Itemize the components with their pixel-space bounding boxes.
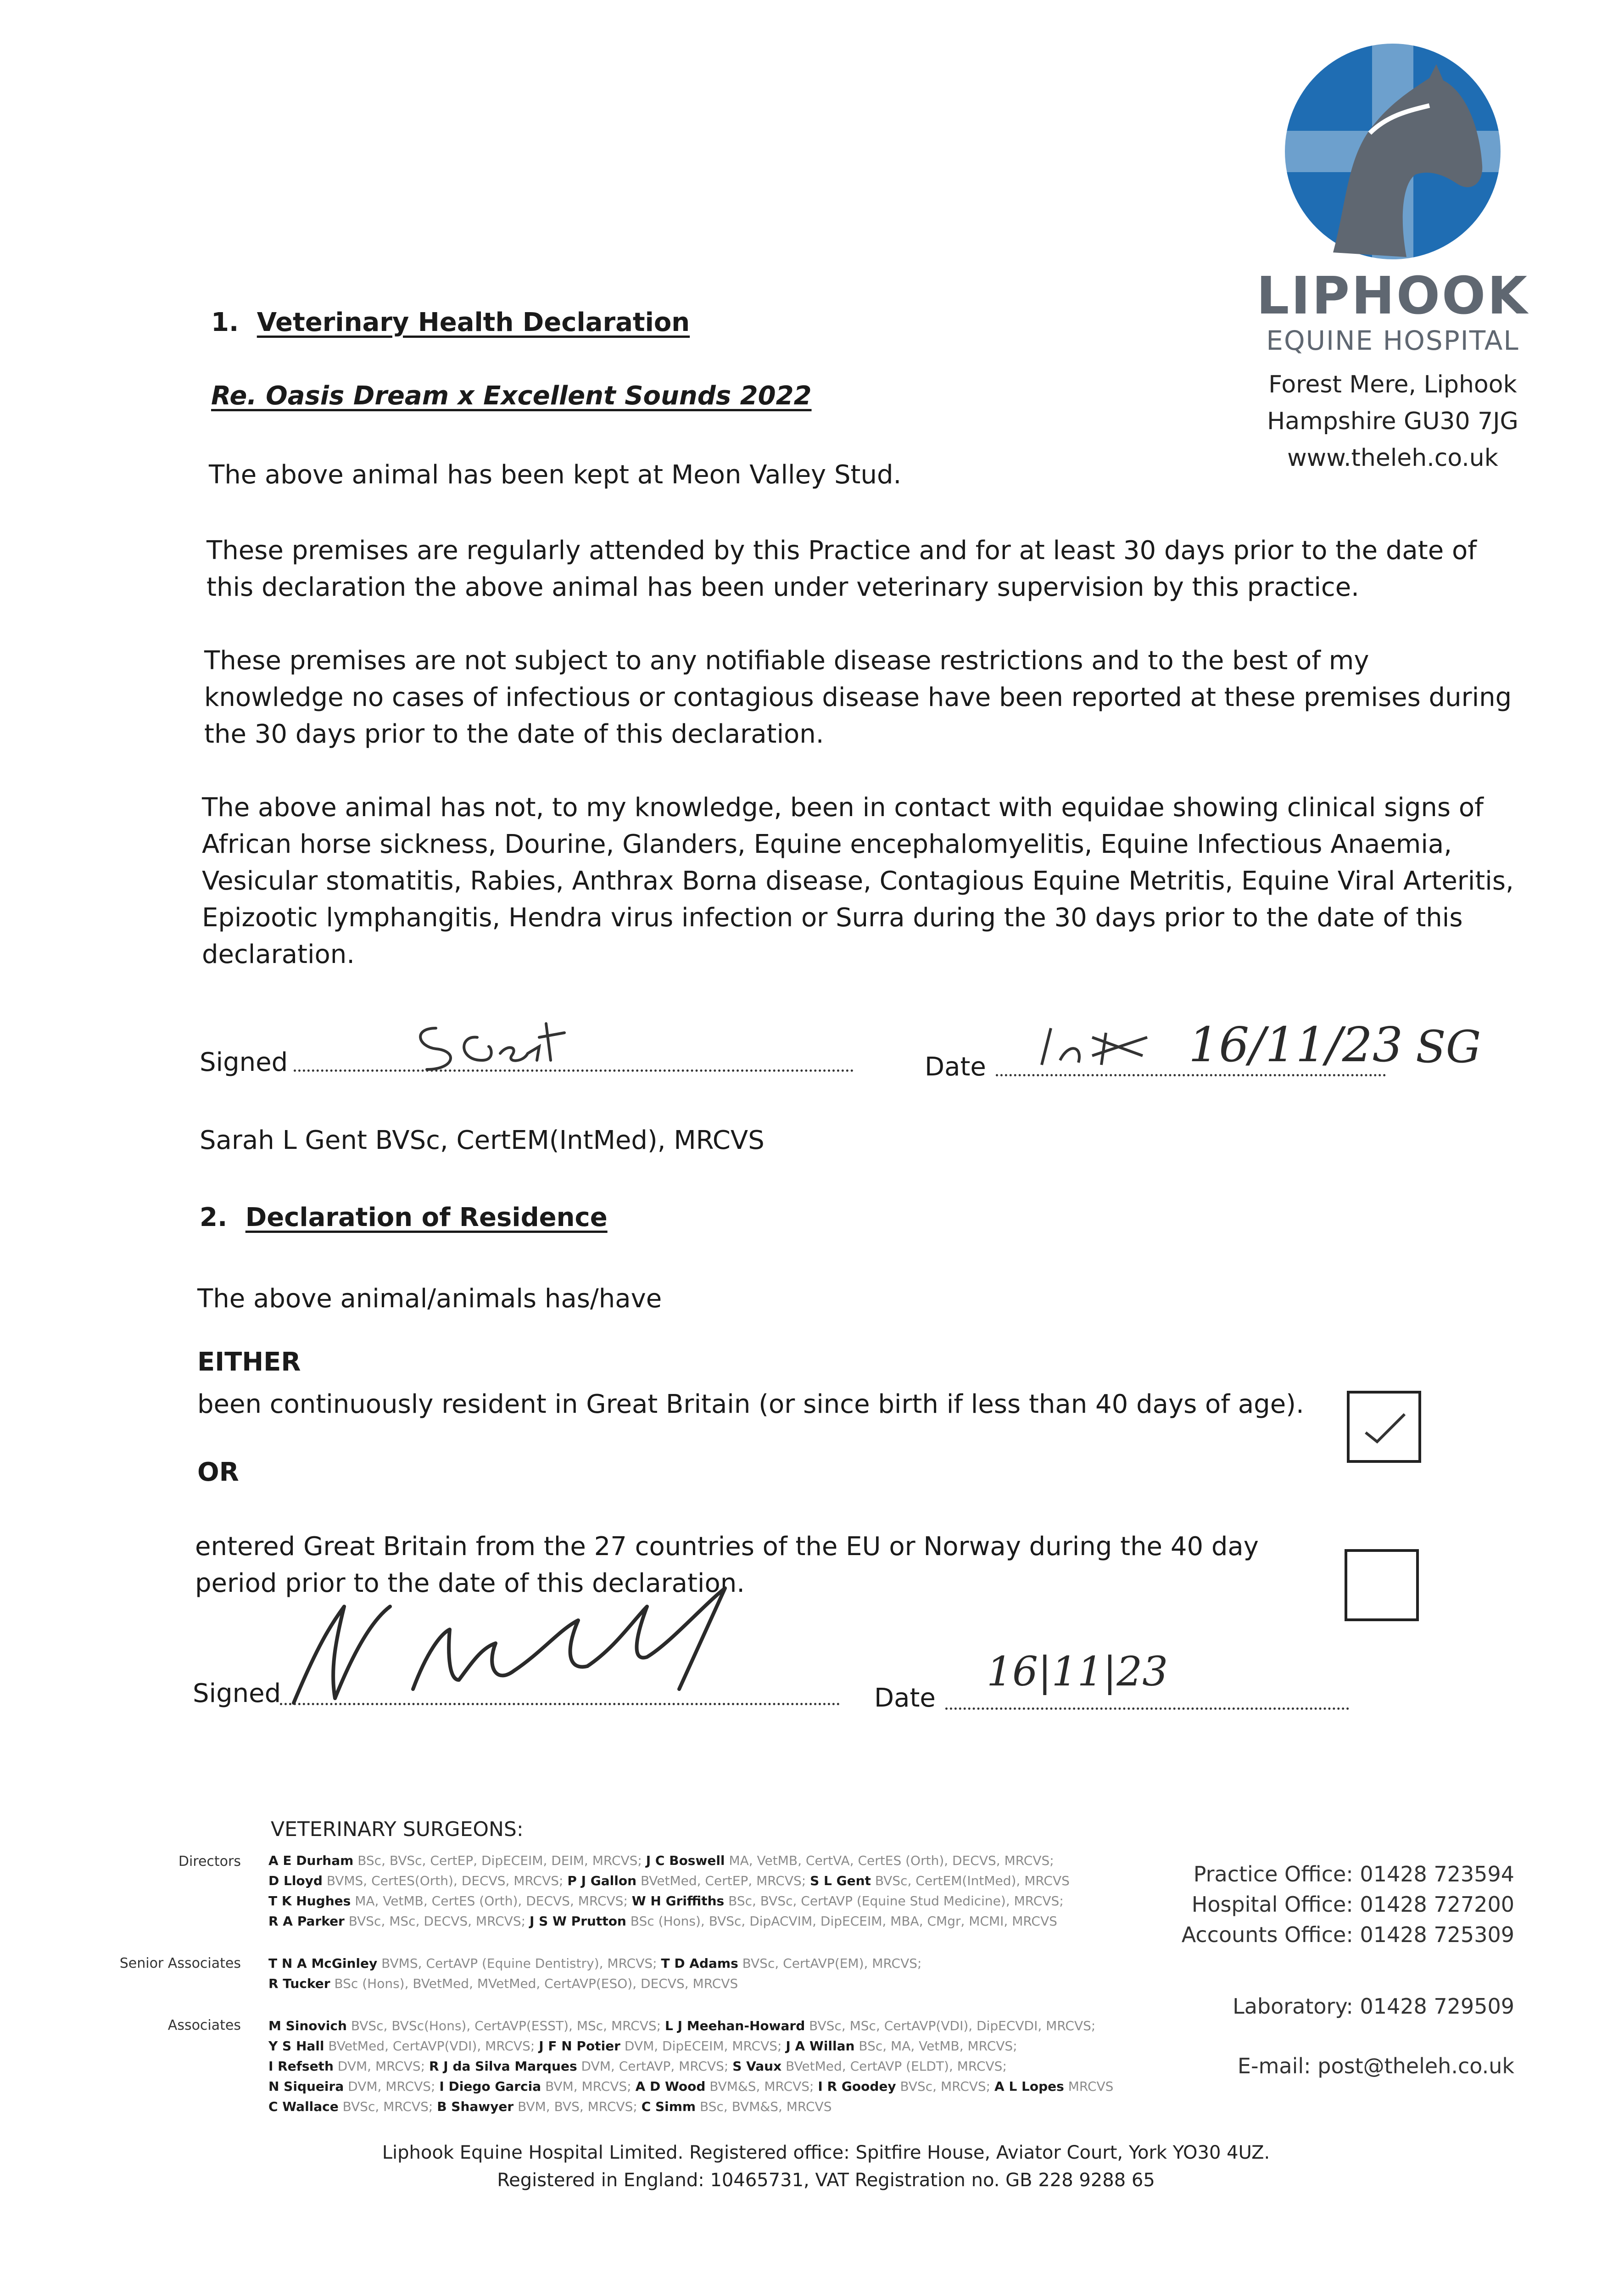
staff-qualifications: BVetMed, CertEP, MRCVS; (640, 1873, 806, 1888)
office-contacts (1138, 1859, 1514, 2081)
footer-registration: Registered in England: 10465731, VAT Registration no. GB 228 9288 65 (497, 2170, 1155, 2191)
signatory-name: Sarah L Gent BVSc, CertEM(IntMed), MRCVS (200, 1125, 765, 1155)
or-label: OR (197, 1457, 239, 1487)
staff-name: J S W Prutton (529, 1914, 626, 1929)
residence-option-1: been continuously resident in Great Britain (or since birth if less than 40 days of age). (197, 1389, 1304, 1419)
staff-qualifications: BVSc, BVSc(Hons), CertAVP(ESST), MSc, MRCVS; (351, 2018, 661, 2033)
section1-date-line (996, 1074, 1386, 1076)
section2-date-line (945, 1707, 1349, 1710)
website: www.theleh.co.uk (1287, 444, 1498, 472)
section1-signed-label: Signed (200, 1047, 288, 1077)
staff-name: L J Meehan-Howard (664, 2018, 805, 2033)
accounts-office: Accounts Office: 01428 725309 (1181, 1922, 1514, 1947)
staff-name: J A Willan (786, 2038, 855, 2054)
staff-row (268, 2016, 1163, 2036)
staff-name: W H Griffiths (631, 1893, 725, 1909)
staff-name: R Tucker (268, 1976, 330, 1991)
staff-qualifications: BVM, MRCVS; (545, 2079, 631, 2094)
associates-label: Associates (167, 2017, 241, 2033)
staff-row (268, 1871, 1163, 1891)
staff-name: D Lloyd (268, 1873, 323, 1888)
section1-date-label: Date (925, 1052, 986, 1082)
associates-list (268, 2016, 1163, 2117)
staff-name: S Vaux (732, 2059, 782, 2074)
staff-name: T D Adams (661, 1956, 738, 1971)
staff-name: M Sinovich (268, 2018, 347, 2033)
staff-qualifications: BVSc, MRCVS; (900, 2079, 991, 2094)
section1-title: Veterinary Health Declaration (257, 308, 690, 337)
staff-qualifications: MA, VetMB, CertVA, CertES (Orth), DECVS, MRCVS; (729, 1853, 1054, 1868)
staff-qualifications: BSc, MA, VetMB, MRCVS; (859, 2038, 1017, 2054)
directors-list (268, 1851, 1163, 1931)
practice-office: Practice Office: 01428 723594 (1193, 1862, 1514, 1886)
animal-reference: Re. Oasis Dream x Excellent Sounds 2022 (211, 381, 812, 411)
staff-name: N Siqueira (268, 2079, 344, 2094)
section2-signed-label: Signed (193, 1679, 281, 1708)
staff-row (268, 1911, 1163, 1931)
staff-row (268, 2077, 1163, 2097)
footer-registered-office: Liphook Equine Hospital Limited. Registered office: Spitfire House, Aviator Court, York YO30 4UZ. (382, 2142, 1270, 2163)
staff-qualifications: BSc, BVM&S, MRCVS (700, 2099, 832, 2114)
section1-signature (408, 1010, 601, 1079)
staff-name: S L Gent (810, 1873, 871, 1888)
liphook-horse-logo (1278, 37, 1507, 266)
address-line-1: Forest Mere, Liphook (1268, 371, 1517, 398)
section2-date-label: Date (874, 1683, 936, 1713)
residence-option-2: entered Great Britain from the 27 countries of the EU or Norway during the 40 day period prior to the date of this declaration. (195, 1532, 1259, 1598)
checkmark-icon (1350, 1394, 1418, 1460)
staff-name: I Refseth (268, 2059, 334, 2074)
staff-qualifications: BSc, BVSc, CertAVP (Equine Stud Medicine), MRCVS; (728, 1893, 1064, 1909)
company-footer (229, 2139, 1423, 2194)
staff-row (268, 2097, 1163, 2117)
staff-heading: VETERINARY SURGEONS: (271, 1818, 524, 1841)
staff-name: C Wallace (268, 2099, 339, 2114)
senior-associates-list (268, 1954, 1163, 1994)
staff-row (268, 1891, 1163, 1911)
staff-row (268, 2056, 1163, 2077)
email: E-mail: post@theleh.co.uk (1237, 2054, 1514, 2078)
staff-qualifications: BVetMed, CertAVP (ELDT), MRCVS; (786, 2059, 1007, 2074)
address-line-2: Hampshire GU30 7JG (1267, 408, 1518, 435)
staff-qualifications: BVMS, CertAVP (Equine Dentistry), MRCVS; (381, 1956, 657, 1971)
staff-name: A L Lopes (994, 2079, 1064, 2094)
senior-associates-label: Senior Associates (119, 1955, 241, 1971)
staff-name: J C Boswell (646, 1853, 725, 1868)
section1-heading (211, 308, 690, 337)
brand-name: LIPHOOK (1256, 266, 1529, 326)
either-label: EITHER (197, 1347, 301, 1377)
section1-paragraph-2: These premises are regularly attended by this Practice and for at least 30 days prior to the date of this declaration the above animal has been under veterinary supervision by this practice. (206, 536, 1477, 602)
staff-name: C Simm (641, 2099, 696, 2114)
staff-qualifications: DVM, CertAVP, MRCVS; (581, 2059, 729, 2074)
staff-name: Y S Hall (268, 2038, 324, 2054)
staff-name: A E Durham (268, 1853, 354, 1868)
staff-qualifications: BVSc, CertAVP(EM), MRCVS; (742, 1956, 922, 1971)
staff-name: A D Wood (635, 2079, 706, 2094)
section1-date-value: 16/11/23 (1189, 1017, 1403, 1073)
section2-signature (266, 1579, 794, 1717)
section2-number: 2. (200, 1203, 228, 1232)
staff-name: T K Hughes (268, 1893, 351, 1909)
staff-qualifications: MRCVS (1068, 2079, 1114, 2094)
staff-qualifications: BVSc, MRCVS; (342, 2099, 433, 2114)
staff-qualifications: MA, VetMB, CertES (Orth), DECVS, MRCVS; (355, 1893, 628, 1909)
section2-intro: The above animal/animals has/have (197, 1284, 662, 1314)
section1-paragraph-1: The above animal has been kept at Meon Valley Stud. (209, 460, 902, 490)
staff-qualifications: DVM, DipECEIM, MRCVS; (624, 2038, 782, 2054)
staff-name: P J Gallon (567, 1873, 637, 1888)
staff-qualifications: BVSc, MSc, DECVS, MRCVS; (348, 1914, 526, 1929)
staff-row (268, 2036, 1163, 2056)
section1-date-strikethrough (1032, 1019, 1161, 1074)
residence-option-1-checkbox[interactable] (1347, 1391, 1421, 1463)
residence-option-2-checkbox[interactable] (1345, 1549, 1419, 1621)
section1-paragraph-4: The above animal has not, to my knowledge, been in contact with equidae showing clinical signs of African horse sickness, Dourine, Glanders, Equine encephalomyelitis, Equine Infectious Anaemia, Vesicular stomatitis, Rabies, Anthrax Borna disease, Contagious Equine Metritis, Equine Viral Arteritis, Epizootic lymphangitis, Hendra virus infection or Surra during the 30 days prior to the date of this declaration. (202, 793, 1514, 969)
section2-date-value: 16|11|23 (987, 1648, 1168, 1695)
staff-name: T N A McGinley (268, 1956, 378, 1971)
section1-paragraph-3: These premises are not subject to any notifiable disease restrictions and to the best of my knowledge no cases of infectious or contagious disease have been reported at these premises during the 30 days prior to the date of this declaration. (204, 646, 1512, 749)
staff-row (268, 1954, 1163, 1974)
brand-subtitle: EQUINE HOSPITAL (1266, 325, 1519, 356)
laboratory: Laboratory: 01428 729509 (1233, 1994, 1514, 2019)
staff-name: I Diego Garcia (439, 2079, 541, 2094)
section1-number: 1. (211, 308, 239, 337)
staff-qualifications: BVSc, CertEM(IntMed), MRCVS (875, 1873, 1070, 1888)
staff-qualifications: BVM&S, MRCVS; (709, 2079, 814, 2094)
section2-title: Declaration of Residence (245, 1203, 608, 1232)
staff-name: J F N Potier (539, 2038, 620, 2054)
staff-name: B Shawyer (437, 2099, 514, 2114)
staff-qualifications: BVSc, MSc, CertAVP(VDI), DipECVDI, MRCVS; (809, 2018, 1096, 2033)
directors-label: Directors (178, 1853, 241, 1870)
staff-qualifications: BVMS, CertES(Orth), DECVS, MRCVS; (326, 1873, 564, 1888)
hospital-office: Hospital Office: 01428 727200 (1191, 1892, 1514, 1917)
staff-name: R J da Silva Marques (429, 2059, 577, 2074)
staff-name: R A Parker (268, 1914, 345, 1929)
letterhead (1211, 37, 1588, 472)
section2-heading (200, 1203, 608, 1232)
staff-qualifications: DVM, MRCVS; (337, 2059, 425, 2074)
staff-qualifications: BSc (Hons), BVetMed, MVetMed, CertAVP(ESO), DECVS, MRCVS (334, 1976, 738, 1991)
staff-qualifications: BSc (Hons), BVSc, DipACVIM, DipECEIM, MBA, CMgr, MCMI, MRCVS (630, 1914, 1057, 1929)
staff-name: I R Goodey (818, 2079, 896, 2094)
section1-date-initials: SG (1416, 1021, 1481, 1073)
staff-row (268, 1851, 1163, 1871)
staff-qualifications: DVM, MRCVS; (348, 2079, 435, 2094)
staff-qualifications: BSc, BVSc, CertEP, DipECEIM, DEIM, MRCVS; (357, 1853, 642, 1868)
staff-qualifications: BVetMed, CertAVP(VDI), MRCVS; (328, 2038, 535, 2054)
staff-row (268, 1974, 1163, 1994)
staff-qualifications: BVM, BVS, MRCVS; (518, 2099, 637, 2114)
